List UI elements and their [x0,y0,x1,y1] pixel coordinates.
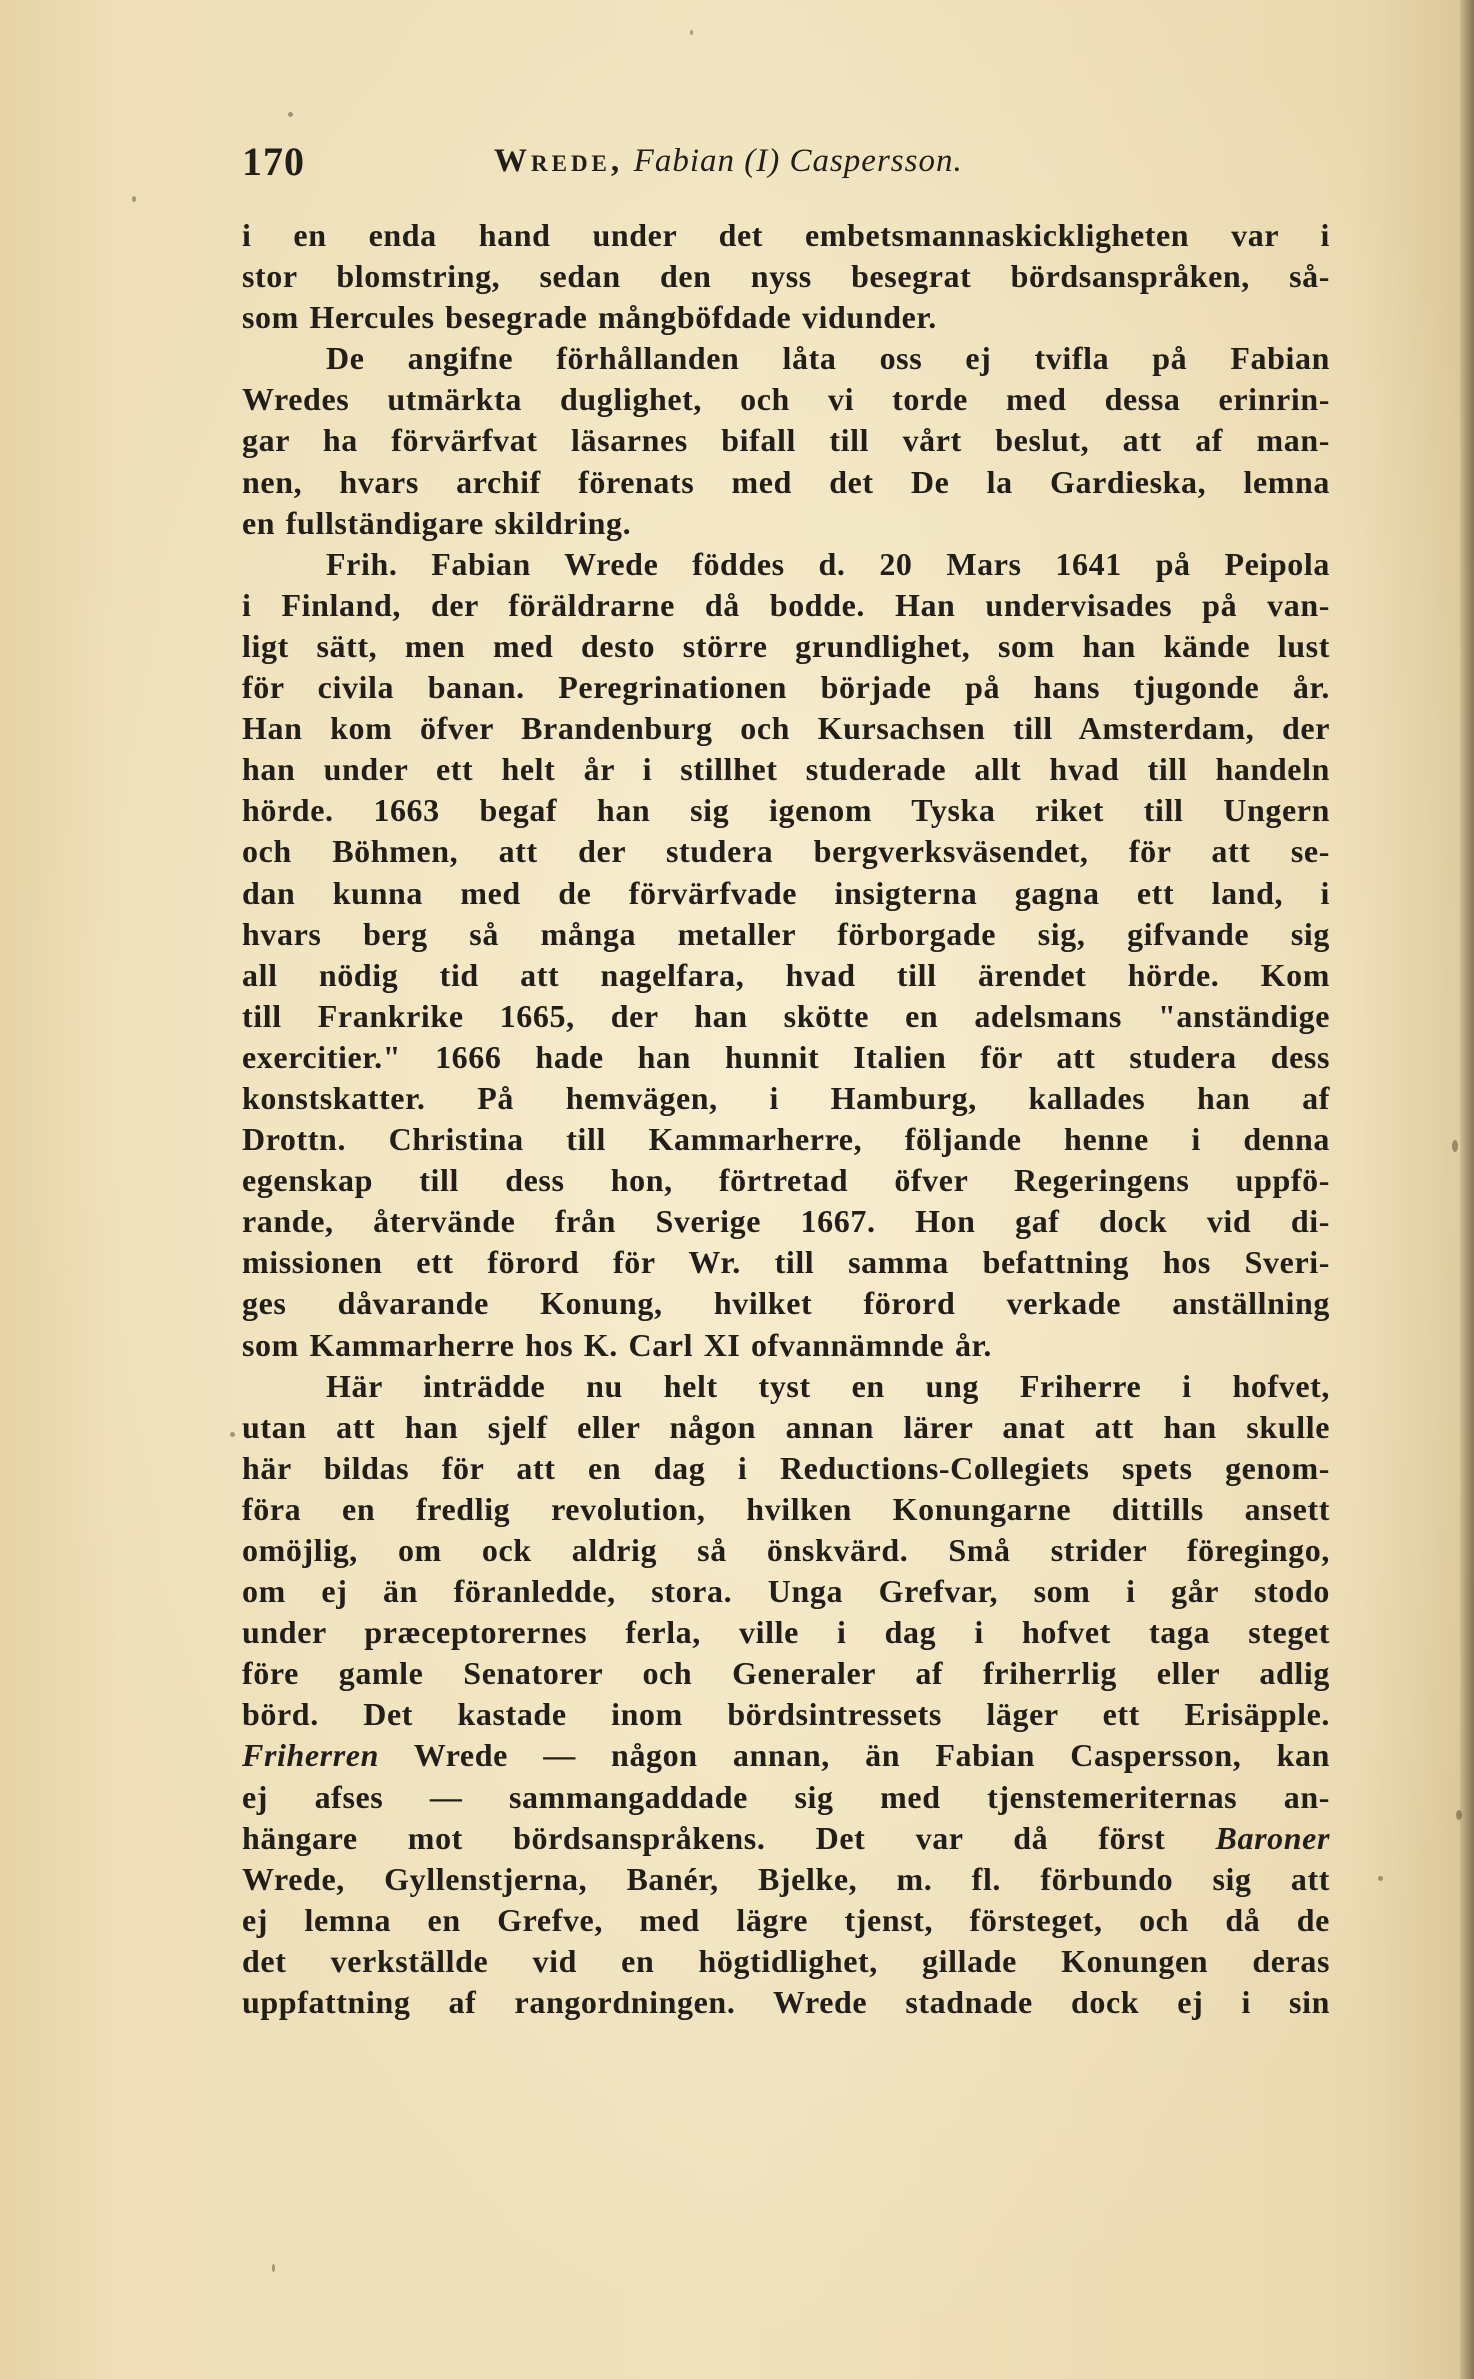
text-line: missionen ett förord för Wr. till samma befattning hos Sveri- [242,1244,1330,1281]
italic-word: Friherren [242,1737,379,1774]
text-line: som Hercules besegrade mångböfdade vidunder. [242,299,937,336]
line-remainder: Wrede — någon annan, än Fabian Caspersson, kan [413,1737,1330,1774]
text-line: Wrede, Gyllenstjerna, Banér, Bjelke, m. fl. förbundo sig att [242,1860,1330,1897]
text-line: före gamle Senatorer och Generaler af friherrlig eller adlig [242,1655,1330,1692]
text-line: Frih. Fabian Wrede föddes d. 20 Mars 1641 på Peipola [326,545,1330,582]
text-line: Drottn. Christina till Kammarherre, följande henne i denna [242,1121,1330,1158]
text-line: föra en fredlig revolution, hvilken Konungarne dittills ansett [242,1490,1330,1527]
paper-speck [132,196,136,202]
text-line: all nödig tid att nagelfara, hvad till ärendet hörde. Kom [242,956,1330,993]
text-line: här bildas för att en dag i Reductions-Collegiets spets genom- [242,1449,1330,1486]
text-line: det verkställde vid en högtidlighet, gillade Konungen deras [242,1942,1330,1979]
body-text [242,215,1330,2023]
text-line: om ej än föranledde, stora. Unga Grefvar, som i går stodo [242,1573,1330,1610]
text-line: som Kammarherre hos K. Carl XI ofvannämnde år. [242,1326,993,1363]
paper-speck [288,112,293,117]
paper-speck [230,1432,235,1437]
text-line: stor blomstring, sedan den nyss besegrat bördsanspråken, så- [242,258,1330,295]
text-line: utan att han sjelf eller någon annan lärer anat att han skulle [242,1408,1330,1445]
text-line: De angifne förhållanden låta oss ej tvifla på Fabian [326,340,1330,377]
text-line: ej afses — sammangaddade sig med tjenstemeriternas an- [242,1778,1330,1815]
text-line: Här inträdde nu helt tyst en ung Friherre i hofvet, [326,1367,1330,1404]
text-line: uppfattning af rangordningen. Wrede stadnade dock ej i sin [242,1984,1330,2021]
running-head [494,140,963,180]
running-head-surname: Wrede, [494,143,624,179]
text-line: i Finland, der föräldrarne då bodde. Han undervisades på van- [242,586,1330,623]
text-line: till Frankrike 1665, der han skötte en adelsmans "anständige [242,997,1330,1034]
text-line: exercitier." 1666 hade han hunnit Italien för att studera dess [242,1038,1330,1075]
text-line: konstskatter. På hemvägen, i Hamburg, kallades han af [242,1079,1330,1116]
line-start: hängare mot bördsanspråkens. Det var då först [242,1819,1166,1856]
paper-speck [1456,1810,1462,1820]
text-line: omöjlig, om ock aldrig så önskvärd. Små strider föregingo, [242,1532,1330,1568]
text-line: ej lemna en Grefve, med lägre tjenst, försteget, och då de [242,1901,1330,1938]
text-line [242,1735,1330,1776]
text-line: i en enda hand under det embetsmannaskickligheten var i [242,217,1330,253]
italic-word: Baroner [1215,1819,1330,1856]
text-line: och Böhmen, att der studera bergverksväsendet, för att se- [242,833,1330,870]
text-line: ligt sätt, men med desto större grundlighet, som han kände lust [242,627,1330,664]
paper-speck [1452,1140,1458,1152]
paper-speck [690,30,693,35]
text-line: en fullständigare skildring. [242,504,632,541]
text-line: hvars berg så många metaller förborgade sig, gifvande sig [242,915,1330,952]
text-line [242,1818,1330,1859]
text-line: han under ett helt år i stillhet studerade allt hvad till handeln [242,751,1330,788]
page-edge-shadow [1460,0,1474,2379]
text-line: dan kunna med de förvärfvade insigterna gagna ett land, i [242,874,1330,911]
page-header [242,138,1332,188]
text-line: Wredes utmärkta duglighet, och vi torde med dessa erinrin- [242,381,1330,418]
text-line: börd. Det kastade inom bördsintressets läger ett Erisäpple. [242,1696,1330,1733]
text-line: ges dåvarande Konung, hvilket förord verkade anställning [242,1285,1330,1322]
text-line: under præceptorernes ferla, ville i dag i hofvet taga steget [242,1614,1330,1651]
running-head-given-name: Fabian (I) Caspersson. [633,143,963,179]
text-line: för civila banan. Peregrinationen började på hans tjugonde år. [242,669,1330,706]
paper-speck [1378,1876,1383,1881]
text-line: gar ha förvärfvat läsarnes bifall till vårt beslut, att af man- [242,422,1330,459]
text-line: egenskap till dess hon, förtretad öfver Regeringens uppfö- [242,1162,1330,1199]
text-line: hörde. 1663 begaf han sig igenom Tyska riket till Ungern [242,792,1330,829]
text-line: rande, återvände från Sverige 1667. Hon gaf dock vid di- [242,1203,1330,1240]
paper-speck [272,2264,275,2272]
text-line: Han kom öfver Brandenburg och Kursachsen till Amsterdam, der [242,710,1330,747]
text-line: nen, hvars archif förenats med det De la Gardieska, lemna [242,463,1330,500]
page-number: 170 [242,139,305,184]
